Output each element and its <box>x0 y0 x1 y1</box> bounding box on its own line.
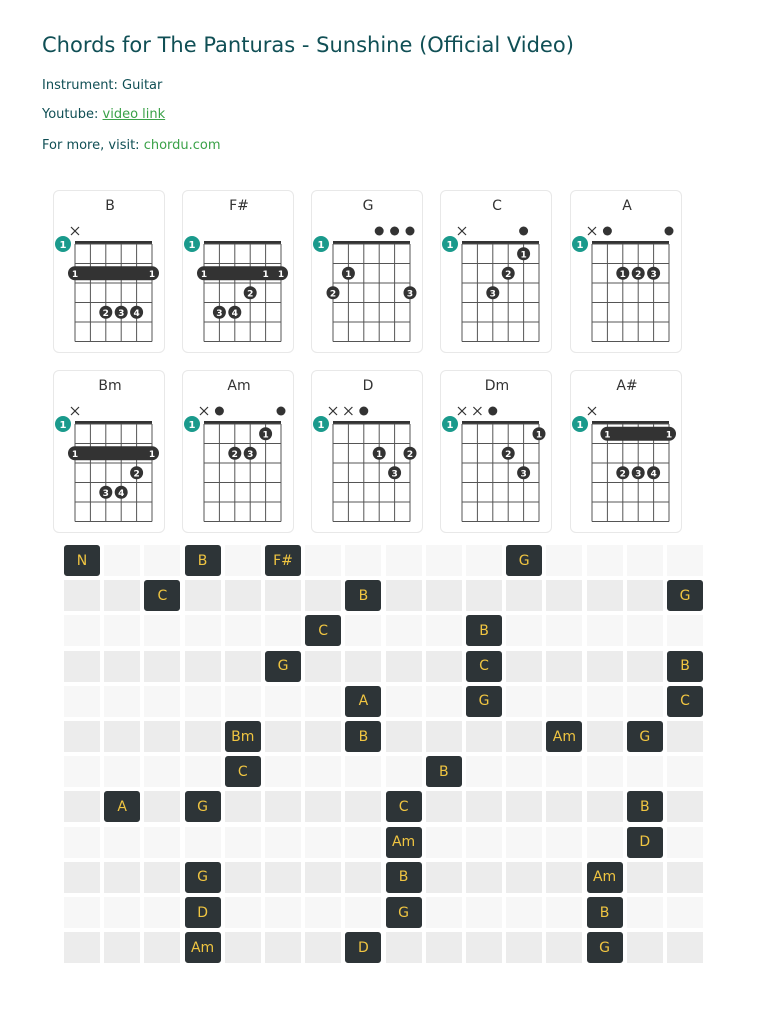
chord-cell[interactable]: G <box>184 790 222 823</box>
empty-cell <box>505 755 543 788</box>
empty-cell <box>63 614 101 647</box>
chord-cell[interactable]: G <box>666 579 704 612</box>
empty-cell <box>385 931 423 964</box>
empty-cell <box>304 650 342 683</box>
chord-diagram <box>441 371 553 534</box>
finger-number: 1 <box>262 430 269 441</box>
empty-cell <box>304 720 342 753</box>
empty-cell <box>184 614 222 647</box>
empty-cell <box>545 579 583 612</box>
barre <box>68 266 159 280</box>
finger-number: 3 <box>391 469 398 480</box>
empty-cell <box>626 650 664 683</box>
empty-cell <box>666 826 704 859</box>
empty-cell <box>63 896 101 929</box>
open-string-icon <box>665 227 674 236</box>
empty-cell <box>626 579 664 612</box>
finger-number: 2 <box>102 308 109 319</box>
empty-cell <box>184 826 222 859</box>
empty-cell <box>626 544 664 577</box>
empty-cell <box>465 755 503 788</box>
chord-name: Am <box>227 378 251 394</box>
empty-cell <box>143 614 181 647</box>
barre <box>600 427 676 441</box>
chord-card[interactable] <box>53 370 165 533</box>
empty-cell <box>465 579 503 612</box>
empty-cell <box>184 720 222 753</box>
chord-card[interactable] <box>311 190 423 353</box>
empty-cell <box>224 544 262 577</box>
chord-name: C <box>492 198 502 214</box>
empty-cell <box>304 861 342 894</box>
empty-cell <box>264 826 302 859</box>
empty-cell <box>103 614 141 647</box>
empty-cell <box>626 896 664 929</box>
finger-number: 1 <box>535 430 543 441</box>
empty-cell <box>465 896 503 929</box>
empty-cell <box>304 685 342 718</box>
chord-name: F# <box>229 198 249 214</box>
empty-cell <box>224 579 262 612</box>
empty-cell <box>505 826 543 859</box>
empty-cell <box>586 755 624 788</box>
empty-cell <box>425 614 463 647</box>
chord-cell[interactable]: G <box>626 720 664 753</box>
empty-cell <box>465 931 503 964</box>
barre <box>197 266 288 280</box>
finger-number: 1 <box>619 269 626 280</box>
empty-cell <box>505 790 543 823</box>
empty-cell <box>344 650 382 683</box>
empty-cell <box>465 790 503 823</box>
finger-number: 2 <box>505 449 512 460</box>
chord-name: G <box>362 198 374 214</box>
fret-position-label: 1 <box>317 420 325 431</box>
chord-cell[interactable]: N <box>63 544 101 577</box>
empty-cell <box>666 544 704 577</box>
chord-card[interactable] <box>440 190 552 353</box>
empty-cell <box>425 896 463 929</box>
chord-diagram <box>183 191 295 354</box>
empty-cell <box>545 896 583 929</box>
empty-cell <box>545 650 583 683</box>
finger-number: 3 <box>489 289 496 300</box>
empty-cell <box>626 614 664 647</box>
finger-number: 2 <box>247 289 254 300</box>
chord-card[interactable] <box>182 370 294 533</box>
empty-cell <box>425 826 463 859</box>
empty-cell <box>224 790 262 823</box>
fret-position-label: 1 <box>188 420 196 431</box>
empty-cell <box>224 614 262 647</box>
empty-cell <box>666 931 704 964</box>
empty-cell <box>264 685 302 718</box>
chord-cell[interactable]: C <box>304 614 342 647</box>
finger-number: 4 <box>650 469 657 480</box>
chord-diagram <box>571 191 683 354</box>
empty-cell <box>505 931 543 964</box>
empty-cell <box>143 931 181 964</box>
empty-cell <box>63 826 101 859</box>
finger-number: 3 <box>520 469 527 480</box>
empty-cell <box>304 790 342 823</box>
empty-cell <box>184 755 222 788</box>
finger-number: 1 <box>148 449 156 460</box>
chord-cell[interactable]: B <box>425 755 463 788</box>
empty-cell <box>264 861 302 894</box>
empty-cell <box>545 755 583 788</box>
empty-cell <box>63 931 101 964</box>
empty-cell <box>304 755 342 788</box>
empty-cell <box>184 579 222 612</box>
empty-cell <box>63 720 101 753</box>
finger-number: 1 <box>200 269 208 280</box>
chord-cell[interactable]: G <box>184 861 222 894</box>
chord-cell[interactable]: C <box>666 685 704 718</box>
empty-cell <box>385 720 423 753</box>
chord-cell[interactable]: G <box>465 685 503 718</box>
empty-cell <box>63 790 101 823</box>
open-string-icon <box>406 227 415 236</box>
finger-number: 1 <box>277 269 285 280</box>
chordu-link[interactable]: chordu.com <box>143 138 221 153</box>
empty-cell <box>545 931 583 964</box>
chord-cell[interactable]: A <box>344 685 382 718</box>
empty-cell <box>264 790 302 823</box>
empty-cell <box>545 861 583 894</box>
finger-number: 3 <box>406 289 414 300</box>
empty-cell <box>304 826 342 859</box>
empty-cell <box>425 931 463 964</box>
fret-position-label: 1 <box>59 240 67 251</box>
barre <box>68 446 159 460</box>
empty-cell <box>103 544 141 577</box>
chord-cell[interactable]: B <box>666 650 704 683</box>
chord-diagram <box>183 371 295 534</box>
chord-card[interactable] <box>570 190 682 353</box>
empty-cell <box>626 861 664 894</box>
chord-cell[interactable]: A <box>103 790 141 823</box>
empty-cell <box>184 650 222 683</box>
open-string-icon <box>603 227 612 236</box>
empty-cell <box>63 650 101 683</box>
empty-cell <box>586 544 624 577</box>
empty-cell <box>344 544 382 577</box>
chord-name: A <box>622 198 632 214</box>
empty-cell <box>304 579 342 612</box>
finger-number: 2 <box>635 269 642 280</box>
empty-cell <box>425 790 463 823</box>
fret-position-label: 1 <box>59 420 67 431</box>
empty-cell <box>344 896 382 929</box>
empty-cell <box>103 579 141 612</box>
empty-cell <box>224 896 262 929</box>
empty-cell <box>344 826 382 859</box>
fret-position-label: 1 <box>446 240 454 251</box>
chord-cell[interactable]: B <box>344 720 382 753</box>
empty-cell <box>264 896 302 929</box>
empty-cell <box>63 861 101 894</box>
chord-diagram <box>312 371 424 534</box>
finger-number: 3 <box>102 488 109 499</box>
empty-cell <box>103 861 141 894</box>
empty-cell <box>143 896 181 929</box>
finger-number: 1 <box>665 430 673 441</box>
finger-number: 1 <box>71 449 79 460</box>
empty-cell <box>425 650 463 683</box>
open-string-icon <box>519 227 528 236</box>
empty-cell <box>666 861 704 894</box>
finger-number: 4 <box>231 308 238 319</box>
empty-cell <box>143 755 181 788</box>
chord-cell[interactable]: C <box>385 790 423 823</box>
empty-cell <box>505 896 543 929</box>
chord-cell[interactable]: B <box>465 614 503 647</box>
empty-cell <box>666 614 704 647</box>
empty-cell <box>545 544 583 577</box>
empty-cell <box>385 579 423 612</box>
empty-cell <box>586 826 624 859</box>
empty-cell <box>143 790 181 823</box>
instrument-label: Instrument: Guitar <box>42 78 163 93</box>
chord-name: B <box>105 198 115 214</box>
chord-diagram <box>54 371 166 534</box>
finger-number: 2 <box>231 449 238 460</box>
empty-cell <box>586 720 624 753</box>
empty-cell <box>143 861 181 894</box>
open-string-icon <box>488 407 497 416</box>
finger-number: 3 <box>650 269 657 280</box>
empty-cell <box>586 579 624 612</box>
empty-cell <box>344 614 382 647</box>
empty-cell <box>666 790 704 823</box>
finger-number: 2 <box>406 449 414 460</box>
fret-position-label: 1 <box>576 240 584 251</box>
finger-number: 1 <box>345 269 352 280</box>
chord-cell[interactable]: G <box>586 931 624 964</box>
empty-cell <box>465 544 503 577</box>
finger-number: 4 <box>133 308 140 319</box>
empty-cell <box>224 650 262 683</box>
chord-cell[interactable]: G <box>385 896 423 929</box>
empty-cell <box>304 544 342 577</box>
empty-cell <box>385 614 423 647</box>
empty-cell <box>626 755 664 788</box>
empty-cell <box>184 685 222 718</box>
empty-cell <box>626 931 664 964</box>
empty-cell <box>465 826 503 859</box>
empty-cell <box>465 720 503 753</box>
fret-position-label: 1 <box>446 420 454 431</box>
empty-cell <box>264 755 302 788</box>
empty-cell <box>264 614 302 647</box>
chord-cell[interactable]: B <box>626 790 664 823</box>
empty-cell <box>666 755 704 788</box>
empty-cell <box>505 685 543 718</box>
empty-cell <box>264 931 302 964</box>
page-title: Chords for The Panturas - Sunshine (Official Video) <box>42 33 574 57</box>
finger-number: 4 <box>118 488 125 499</box>
empty-cell <box>143 544 181 577</box>
empty-cell <box>586 650 624 683</box>
chord-cell[interactable]: Am <box>184 931 222 964</box>
chord-cell[interactable]: B <box>586 896 624 929</box>
chord-name: Dm <box>484 378 510 394</box>
empty-cell <box>586 614 624 647</box>
empty-cell <box>63 755 101 788</box>
chord-card[interactable] <box>440 370 552 533</box>
empty-cell <box>143 720 181 753</box>
open-string-icon <box>390 227 399 236</box>
chord-cell[interactable]: B <box>344 579 382 612</box>
chord-cell[interactable]: C <box>465 650 503 683</box>
finger-number: 2 <box>133 469 140 480</box>
finger-number: 1 <box>262 269 269 280</box>
finger-number: 3 <box>216 308 223 319</box>
open-string-icon <box>375 227 384 236</box>
more-label: For more, visit: <box>42 138 140 153</box>
empty-cell <box>425 720 463 753</box>
empty-cell <box>143 826 181 859</box>
chord-cell[interactable]: B <box>184 544 222 577</box>
open-string-icon <box>277 407 286 416</box>
chord-diagram <box>54 191 166 354</box>
chord-cell[interactable]: G <box>264 650 302 683</box>
empty-cell <box>264 579 302 612</box>
empty-cell <box>425 544 463 577</box>
empty-cell <box>666 896 704 929</box>
empty-cell <box>425 579 463 612</box>
empty-cell <box>344 861 382 894</box>
empty-cell <box>224 861 262 894</box>
empty-cell <box>545 790 583 823</box>
chord-cell[interactable]: C <box>143 579 181 612</box>
empty-cell <box>385 650 423 683</box>
youtube-label: Youtube: <box>42 107 99 122</box>
empty-cell <box>103 650 141 683</box>
empty-cell <box>224 826 262 859</box>
chord-cell[interactable]: Bm <box>224 720 262 753</box>
youtube-link[interactable]: video link <box>102 107 166 122</box>
chord-cell[interactable]: D <box>626 826 664 859</box>
chord-name: A# <box>616 378 638 394</box>
empty-cell <box>344 790 382 823</box>
finger-number: 1 <box>520 250 527 261</box>
fret-position-label: 1 <box>317 240 325 251</box>
empty-cell <box>425 861 463 894</box>
empty-cell <box>626 685 664 718</box>
empty-cell <box>103 720 141 753</box>
chord-cell[interactable]: Am <box>385 826 423 859</box>
chord-name: D <box>362 378 374 394</box>
finger-number: 1 <box>148 269 156 280</box>
empty-cell <box>385 544 423 577</box>
empty-cell <box>545 685 583 718</box>
empty-cell <box>465 861 503 894</box>
finger-number: 2 <box>505 269 512 280</box>
chord-diagram <box>441 191 553 354</box>
chord-cell[interactable]: G <box>505 544 543 577</box>
chord-diagram <box>571 371 683 534</box>
empty-cell <box>143 650 181 683</box>
empty-cell <box>103 755 141 788</box>
empty-cell <box>344 755 382 788</box>
empty-cell <box>505 614 543 647</box>
empty-cell <box>505 579 543 612</box>
empty-cell <box>385 755 423 788</box>
finger-number: 1 <box>604 430 611 441</box>
finger-number: 3 <box>635 469 642 480</box>
empty-cell <box>505 861 543 894</box>
empty-cell <box>545 826 583 859</box>
open-string-icon <box>215 407 224 416</box>
chord-card[interactable] <box>53 190 165 353</box>
chord-diagram <box>312 191 424 354</box>
chord-cell[interactable]: D <box>184 896 222 929</box>
empty-cell <box>545 614 583 647</box>
open-string-icon <box>359 407 368 416</box>
chord-card[interactable] <box>311 370 423 533</box>
empty-cell <box>103 931 141 964</box>
empty-cell <box>304 896 342 929</box>
empty-cell <box>143 685 181 718</box>
empty-cell <box>586 790 624 823</box>
finger-number: 2 <box>619 469 626 480</box>
empty-cell <box>103 826 141 859</box>
chord-cell[interactable]: Am <box>586 861 624 894</box>
empty-cell <box>385 685 423 718</box>
empty-cell <box>425 685 463 718</box>
chord-cell[interactable]: C <box>224 755 262 788</box>
empty-cell <box>304 931 342 964</box>
finger-number: 1 <box>71 269 79 280</box>
empty-cell <box>505 650 543 683</box>
empty-cell <box>103 896 141 929</box>
chord-card[interactable] <box>182 190 294 353</box>
empty-cell <box>103 685 141 718</box>
chord-card[interactable] <box>570 370 682 533</box>
chord-cell[interactable]: Am <box>545 720 583 753</box>
empty-cell <box>224 931 262 964</box>
chord-cell[interactable]: F# <box>264 544 302 577</box>
finger-number: 3 <box>247 449 254 460</box>
empty-cell <box>666 720 704 753</box>
finger-number: 2 <box>329 289 337 300</box>
chord-cell[interactable]: D <box>344 931 382 964</box>
empty-cell <box>63 685 101 718</box>
empty-cell <box>586 685 624 718</box>
chord-name: Bm <box>98 378 122 394</box>
finger-number: 3 <box>118 308 125 319</box>
empty-cell <box>63 579 101 612</box>
chord-cell[interactable]: B <box>385 861 423 894</box>
empty-cell <box>505 720 543 753</box>
fret-position-label: 1 <box>188 240 196 251</box>
fret-position-label: 1 <box>576 420 584 431</box>
empty-cell <box>224 685 262 718</box>
empty-cell <box>264 720 302 753</box>
finger-number: 1 <box>376 449 383 460</box>
